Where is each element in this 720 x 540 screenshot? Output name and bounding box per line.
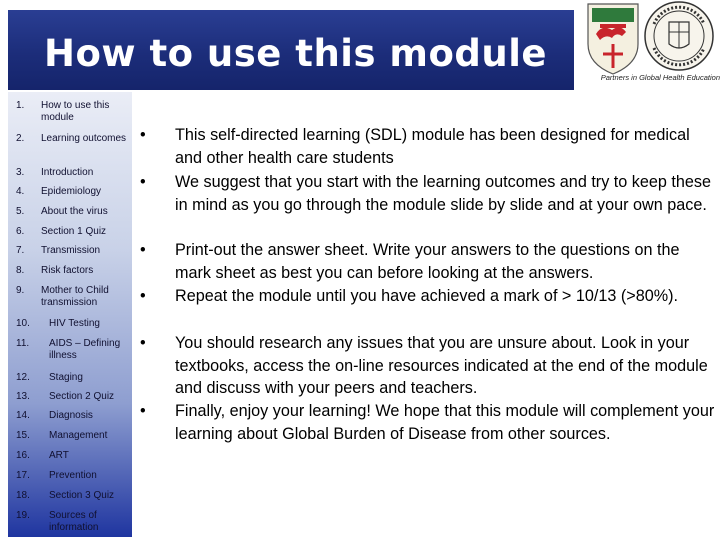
sidebar-item-number: 7. xyxy=(16,245,25,256)
tagline: Partners in Global Health Education xyxy=(600,73,720,82)
sidebar-item-number: 4. xyxy=(16,186,25,197)
sidebar-item-label: Transmission xyxy=(41,245,101,256)
sidebar-item-label: Section 3 Quiz xyxy=(49,490,115,501)
sidebar-item-label: Mother to Child transmission xyxy=(41,285,109,308)
sidebar xyxy=(8,92,132,537)
page-title: How to use this module xyxy=(44,32,547,75)
sidebar-item-label: Management xyxy=(49,430,108,441)
sidebar-item-number: 8. xyxy=(16,265,25,276)
sidebar-item-number: 18. xyxy=(16,490,30,501)
sidebar-item-label: Section 1 Quiz xyxy=(41,226,107,237)
bullet-text: This self-directed learning (SDL) module has been designed for medical and other health care students xyxy=(175,126,690,167)
sidebar-item-number: 17. xyxy=(16,470,30,481)
sidebar-item-label: ART xyxy=(49,450,69,461)
sidebar-item-number: 10. xyxy=(16,318,30,329)
sidebar-item-label: Staging xyxy=(49,372,83,383)
sidebar-item-label: Risk factors xyxy=(41,265,94,276)
sidebar-item-number: 16. xyxy=(16,450,30,461)
sidebar-item-label: Epidemiology xyxy=(41,186,102,197)
bullet-marker: • xyxy=(140,402,146,420)
seal-logo xyxy=(645,2,713,70)
sidebar-item-label: HIV Testing xyxy=(49,318,100,329)
sidebar-item-number: 14. xyxy=(16,410,30,421)
sidebar-item-label: Diagnosis xyxy=(49,410,93,421)
logos xyxy=(584,0,720,78)
bullet-marker: • xyxy=(140,126,146,144)
sidebar-item-label: Introduction xyxy=(41,167,94,178)
sidebar-item-number: 11. xyxy=(16,338,30,349)
bullet-text: We suggest that you start with the learning outcomes and try to keep these in mind as you go through the module slide by slide and at your own pace. xyxy=(175,173,711,214)
sidebar-item-number: 6. xyxy=(16,226,25,237)
sidebar-item-number: 9. xyxy=(16,285,25,296)
sidebar-item-label: Learning outcomes xyxy=(41,133,127,144)
sidebar-item-label: Section 2 Quiz xyxy=(49,391,115,402)
sidebar-item-label: AIDS – Defining illness xyxy=(49,338,121,361)
sidebar-item-number: 3. xyxy=(16,167,25,178)
bullet-marker: • xyxy=(140,173,146,191)
sidebar-item-number: 15. xyxy=(16,430,30,441)
bullet-marker: • xyxy=(140,241,146,259)
sidebar-item-label: Sources of information xyxy=(49,510,99,533)
bullet-marker: • xyxy=(140,287,146,305)
sidebar-item-label: About the virus xyxy=(41,206,108,217)
title-bar xyxy=(8,10,574,90)
bullet-text: Finally, enjoy your learning! We hope that this module will complement your learning about Global Burden of Disease from other sources. xyxy=(175,402,715,443)
crest-logo xyxy=(588,4,638,74)
sidebar-item-number: 12. xyxy=(16,372,30,383)
sidebar-item-number: 19. xyxy=(16,510,30,521)
sidebar-item-number: 5. xyxy=(16,206,25,217)
bullet-text: Print-out the answer sheet. Write your answers to the questions on the mark sheet as best you can before looking at the answers. xyxy=(175,241,680,282)
bullet-text: You should research any issues that you are unsure about. Look in your textbooks, access the on-line resources indicated at the end of the module and discuss with your peers and teachers. xyxy=(175,334,708,397)
sidebar-item-label: How to use this module xyxy=(41,100,110,123)
sidebar-item-number: 1. xyxy=(16,100,25,111)
sidebar-item-label: Prevention xyxy=(49,470,97,481)
bullet-text: Repeat the module until you have achieved a mark of > 10/13 (>80%). xyxy=(175,287,679,305)
bullet-marker: • xyxy=(140,334,146,352)
sidebar-item-number: 13. xyxy=(16,391,30,402)
sidebar-item-number: 2. xyxy=(16,133,25,144)
